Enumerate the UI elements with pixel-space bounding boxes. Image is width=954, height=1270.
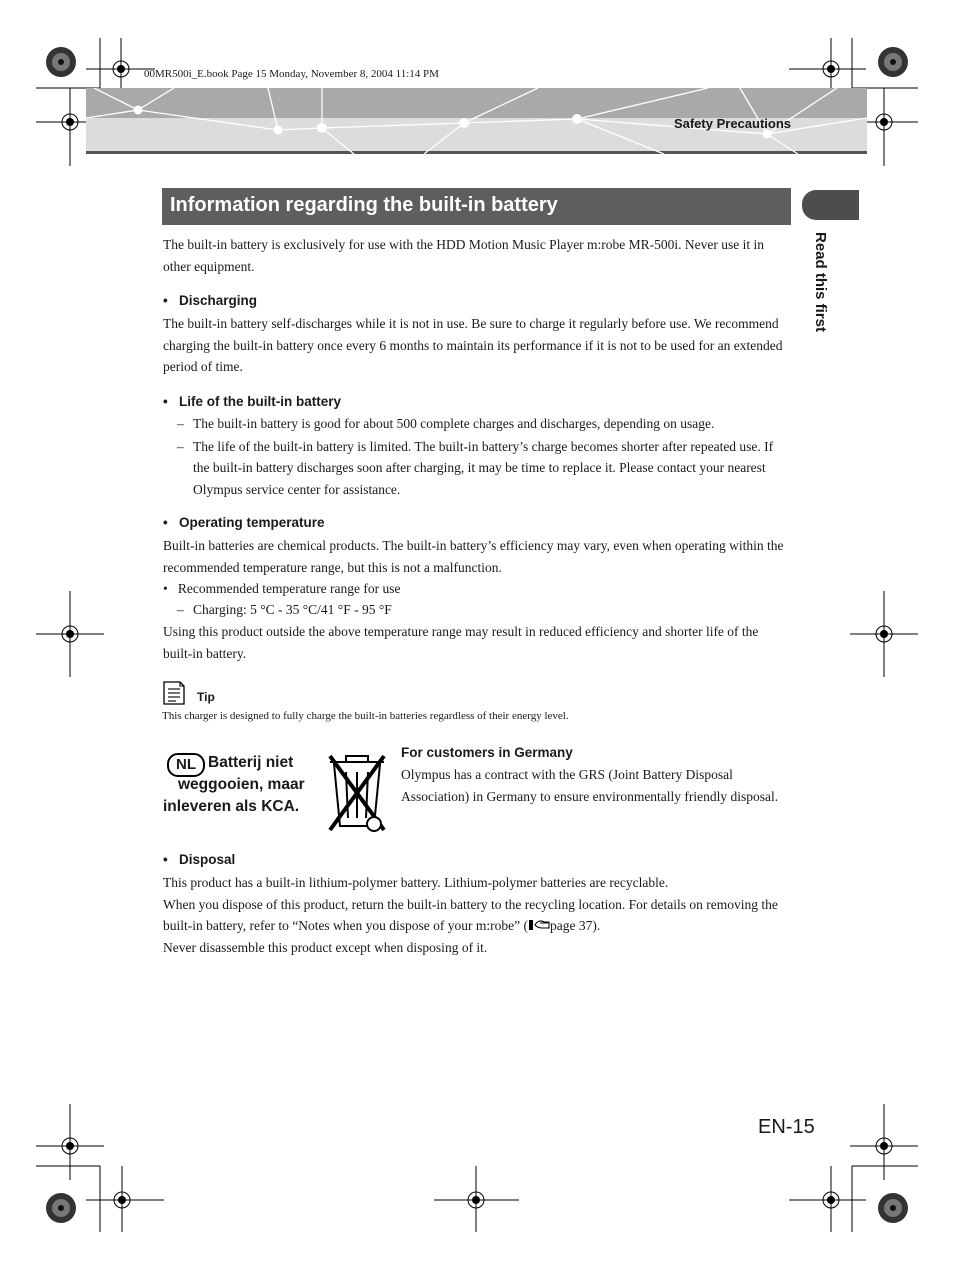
disposal-line-1: This product has a built-in lithium-polymer battery. Lithium-polymer batteries are recyclable.: [163, 875, 669, 890]
temperature-text: Built-in batteries are chemical products. The built-in battery’s efficiency may vary, even when operating within the recommended temperature range, but this is not a malfunction.: [163, 538, 784, 575]
nl-line-2: weggooien, maar: [178, 776, 305, 793]
print-info: 00MR500i_E.book Page 15 Monday, November 8, 2004 11:14 PM: [144, 68, 439, 80]
intro-paragraph: The built-in battery is exclusively for use with the HDD Motion Music Player m:robe MR-500i. Never use it in other equipment.: [163, 237, 765, 274]
life-list: [177, 413, 791, 500]
charging-range: – Charging: 5 °C - 35 °C/41 °F - 95 °F: [177, 602, 392, 617]
temperature-heading: • Operating temperature: [163, 515, 325, 530]
tip-text: This charger is designed to fully charge the built-in batteries regardless of their energy level.: [162, 710, 569, 722]
page-number: EN-15: [758, 1116, 815, 1138]
life-heading: • Life of the built-in battery: [163, 394, 341, 409]
tip-icon: [162, 680, 186, 706]
title-bar: [162, 188, 791, 225]
side-tab: [802, 190, 859, 220]
crossed-bin-icon: [326, 750, 390, 834]
list-item: – The built-in battery is good for about 500 complete charges and discharges, depending on usage.: [177, 416, 715, 431]
nl-kca-logo: [162, 750, 394, 836]
discharging-text: The built-in battery self-discharges while it is not in use. Be sure to charge it regularly before use. We recommend charging the built-in battery once every 6 months to maintain its performance if it is not to be used for an extended period of time.: [163, 316, 783, 374]
page-title: Information regarding the built-in battery: [170, 194, 558, 216]
temperature-note: Using this product outside the above temperature range may result in reduced efficiency and shorter life of the built-in battery.: [163, 624, 759, 661]
tip-label: Tip: [197, 690, 215, 704]
list-item: – The life of the built-in battery is limited. The built-in battery’s charge becomes shorter after repeated use. If the built-in battery discharges soon after charging, it may be time to replace it. Please contact your nearest Olympus service center for assistance.: [177, 438, 774, 497]
nl-line-1: Batterij niet: [208, 754, 294, 771]
page-reference-icon: [528, 919, 550, 931]
germany-heading: For customers in Germany: [401, 745, 573, 760]
germany-text: Olympus has a contract with the GRS (Joint Battery Disposal Association) in Germany to ensure environmentally friendly disposal.: [401, 767, 779, 804]
discharging-heading: • Discharging: [163, 293, 257, 308]
temperature-range-label: • Recommended temperature range for use: [163, 581, 401, 596]
nl-line-3: inleveren als KCA.: [163, 798, 300, 815]
disposal-line-3: Never disassemble this product except when disposing of it.: [163, 939, 488, 955]
nl-badge: NL: [167, 753, 205, 777]
disposal-line-2: When you dispose of this product, return the built-in battery to the recycling location. For details on removing the built-in battery, refer to “Notes when you dispose of your m:robe” ( page 37).: [163, 896, 778, 933]
disposal-heading: • Disposal: [163, 852, 236, 867]
disposal-text: [163, 872, 791, 958]
side-tab-label: Read this first: [812, 232, 829, 333]
section-label: Safety Precautions: [673, 116, 791, 131]
